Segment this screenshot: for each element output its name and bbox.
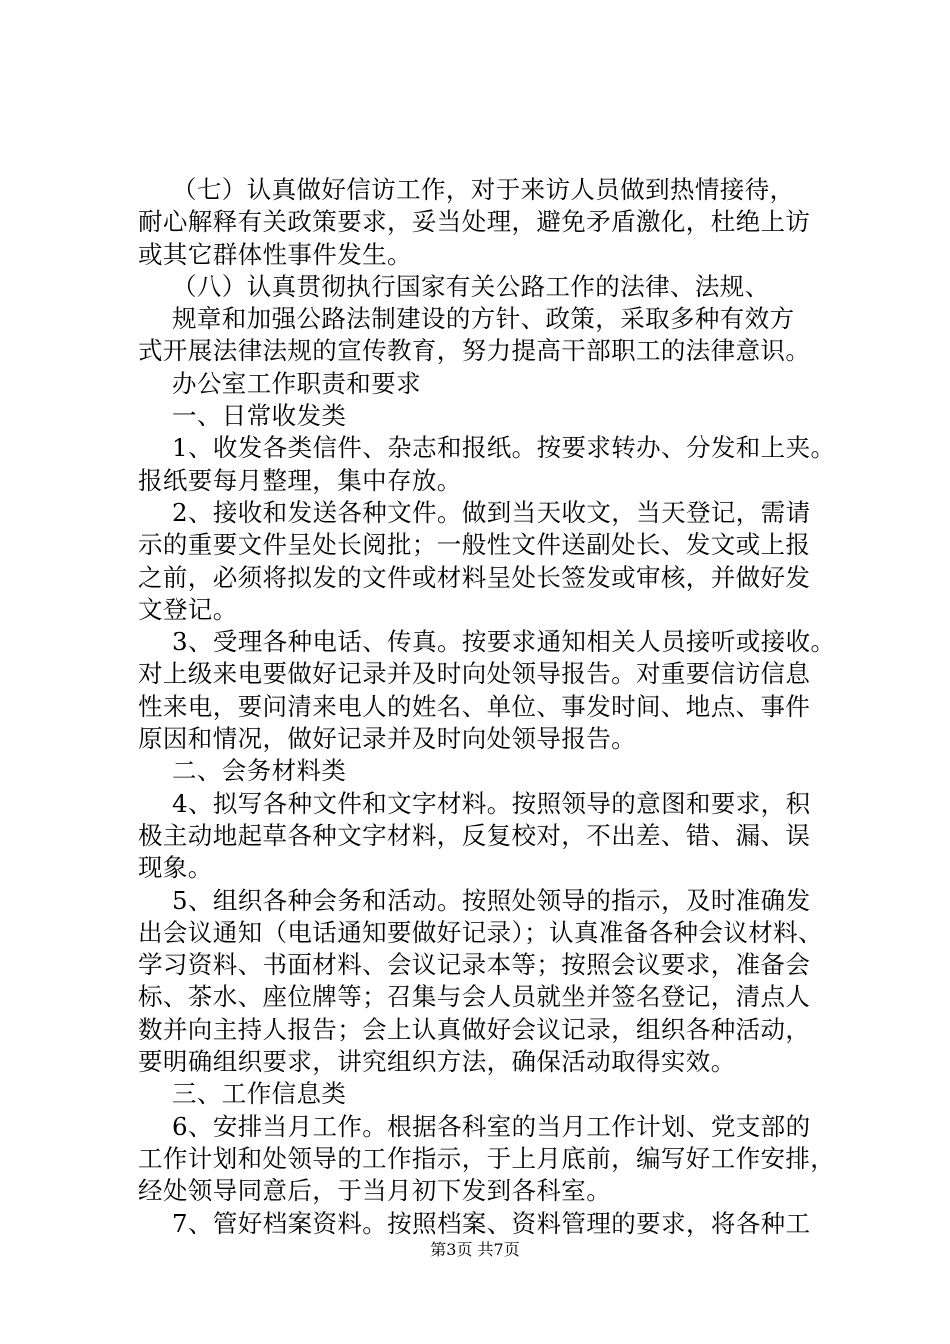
text-line: 三、工作信息类 — [172, 1079, 347, 1109]
text-line: 办公室工作职责和要求 — [172, 368, 421, 398]
text-line: 标、茶水、座位牌等；召集与会人员就坐并签名登记，清点人 — [138, 982, 811, 1012]
text-line: 5、组织各种会务和活动。按照处领导的指示，及时准确发 — [172, 885, 811, 915]
text-line: 对上级来电要做好记录并及时向处领导报告。对重要信访信息 — [138, 659, 811, 689]
text-line: 工作计划和处领导的工作指示，于上月底前，编写好工作安排， — [138, 1143, 836, 1173]
text-line: 极主动地起草各种文字材料，反复校对，不出差、错、漏、误 — [138, 820, 811, 850]
text-line: 或其它群体性事件发生。 — [138, 239, 412, 269]
text-line: 6、安排当月工作。根据各科室的当月工作计划、党支部的 — [172, 1111, 811, 1141]
text-line: 出会议通知（电话通知要做好记录）；认真准备各种会议材料、 — [138, 917, 823, 947]
text-line: 7、管好档案资料。按照档案、资料管理的要求，将各种工 — [172, 1208, 811, 1238]
text-line: 现象。 — [138, 853, 213, 883]
text-line: 3、受理各种电话、传真。按要求通知相关人员接听或接收。 — [172, 627, 836, 657]
text-line: （八）认真贯彻执行国家有关公路工作的法律、法规、 — [172, 271, 770, 301]
text-line: 之前，必须将拟发的文件或材料呈处长签发或审核，并做好发 — [138, 562, 811, 592]
body-text — [138, 174, 838, 1240]
text-line: 报纸要每月整理，集中存放。 — [138, 465, 462, 495]
text-line: 示的重要文件呈处长阅批；一般性文件送副处长、发文或上报 — [138, 530, 811, 560]
text-line: 经处领导同意后，于当月初下发到各科室。 — [138, 1176, 612, 1206]
text-line: 1、收发各类信件、杂志和报纸。按要求转办、分发和上夹。 — [172, 433, 836, 463]
text-line: 规章和加强公路法制建设的方针、政策，采取多种有效方 — [172, 304, 795, 334]
text-line: 文登记。 — [138, 594, 238, 624]
text-line: 4、拟写各种文件和文字材料。按照领导的意图和要求，积 — [172, 788, 811, 818]
text-line: 学习资料、书面材料、会议记录本等；按照会议要求，准备会 — [138, 950, 811, 980]
text-line: 数并向主持人报告；会上认真做好会议记录，组织各种活动， — [138, 1014, 811, 1044]
text-line: （七）认真做好信访工作，对于来访人员做到热情接待， — [172, 175, 795, 204]
text-line: 2、接收和发送各种文件。做到当天收文，当天登记，需请 — [172, 497, 811, 527]
text-line: 性来电，要问清来电人的姓名、单位、事发时间、地点、事件 — [138, 691, 811, 721]
text-line: 原因和情况，做好记录并及时向处领导报告。 — [138, 724, 636, 754]
text-line: 耐心解释有关政策要求，妥当处理，避免矛盾激化，杜绝上访 — [138, 207, 811, 237]
text-line: 一、日常收发类 — [172, 401, 347, 431]
page-footer: 第3页 共7页 — [430, 1240, 520, 1259]
text-line: 式开展法律法规的宣传教育，努力提高干部职工的法律意识。 — [138, 336, 811, 366]
text-line: 二、会务材料类 — [172, 756, 347, 786]
text-line: 要明确组织要求，讲究组织方法，确保活动取得实效。 — [138, 1047, 736, 1077]
